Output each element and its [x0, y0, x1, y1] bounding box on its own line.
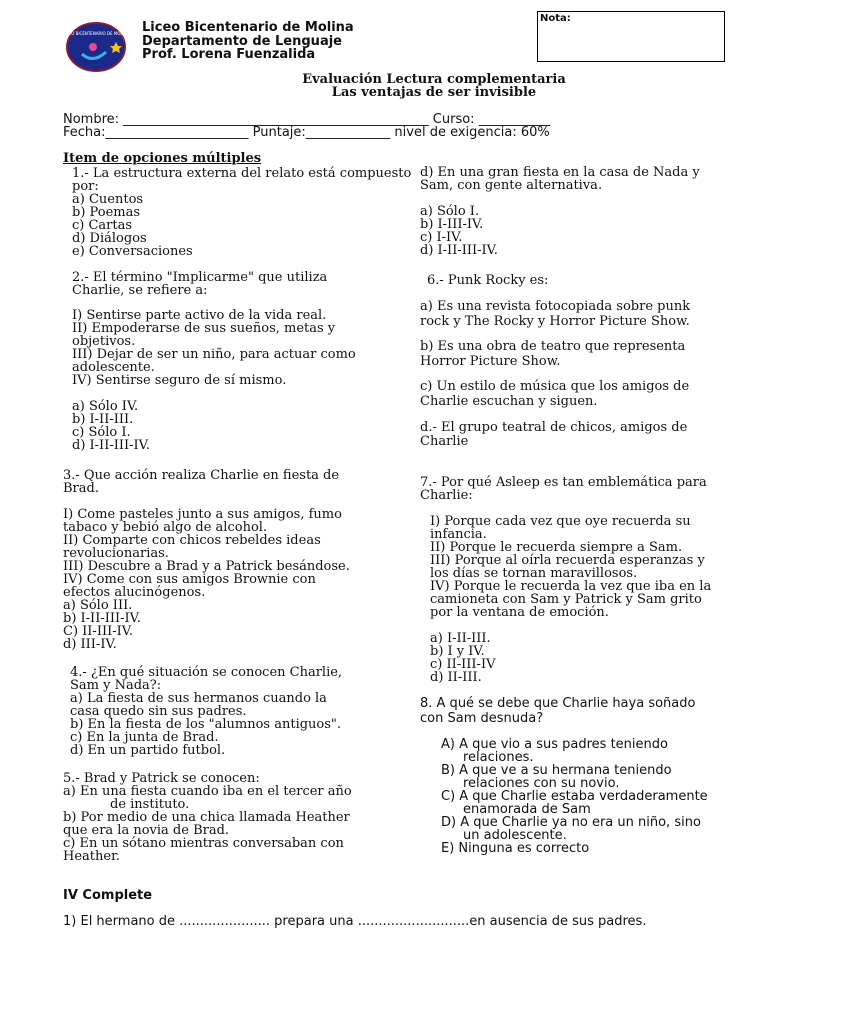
q4-line: 4.- ¿En qué situación se conocen Charlie,: [70, 665, 343, 680]
q1-line: por:: [72, 179, 99, 194]
q2-statement: I) Sentirse parte activo de la vida real.: [72, 308, 327, 323]
q7-statement: por la ventana de emoción.: [430, 605, 609, 620]
q8-option: E) Ninguna es correcto: [441, 841, 590, 856]
q6-option: rock y The Rocky y Horror Picture Show.: [420, 314, 690, 329]
q7-option: a) I-II-III.: [430, 631, 491, 646]
q6-option: d.- El grupo teatral de chicos, amigos de: [420, 420, 688, 435]
q7-statement: infancia.: [430, 527, 487, 542]
q4-option: b) En la fiesta de los "alumnos antiguos".: [70, 717, 342, 732]
q8-option: un adolescente.: [463, 828, 567, 843]
q2-statement: II) Empoderarse de sus sueños, metas y: [72, 321, 336, 336]
q8-option: relaciones.: [463, 750, 534, 765]
q2-option: a) Sólo IV.: [72, 399, 139, 414]
q-cont-option: c) I-IV.: [420, 230, 463, 245]
q5-option: b) Por medio de una chica llamada Heather: [63, 810, 350, 825]
q1-line: 1.- La estructura externa del relato está compuesto: [72, 166, 412, 181]
q-cont-option: b) I-III-IV.: [420, 217, 484, 232]
q7-option: d) II-III.: [430, 670, 482, 685]
department-name: Departamento de Lenguaje: [142, 34, 342, 49]
q8-option: D) A que Charlie ya no era un niño, sino: [441, 815, 701, 830]
q6-option: a) Es una revista fotocopiada sobre punk: [420, 299, 691, 314]
q7-statement: camioneta con Sam y Patrick y Sam grito: [430, 592, 702, 607]
q3-statement: efectos alucinógenos.: [63, 585, 206, 600]
q7-line: Charlie:: [420, 488, 473, 503]
q5-line: 5.- Brad y Patrick se conocen:: [63, 771, 260, 786]
q8-line: 8. A qué se debe que Charlie haya soñado: [420, 696, 696, 711]
q6-option: Horror Picture Show.: [420, 354, 561, 369]
exam-title: Evaluación Lectura complementaria: [302, 72, 566, 87]
q2-option: c) Sólo I.: [72, 425, 131, 440]
q7-statement: los días se tornan maravillosos.: [430, 566, 638, 581]
q1-option: d) Diálogos: [72, 231, 147, 246]
q1-option: b) Poemas: [72, 205, 141, 220]
name-field[interactable]: Nombre: _______________________________________________ Curso: ___________: [63, 112, 551, 127]
teacher-name: Prof. Lorena Fuenzalida: [142, 47, 316, 62]
q5-option: a) En una fiesta cuando iba en el tercer año: [63, 784, 352, 799]
school-name: Liceo Bicentenario de Molina: [142, 20, 354, 35]
q3-line: 3.- Que acción realiza Charlie en fiesta de: [63, 468, 340, 483]
grade-box: [537, 11, 725, 62]
q2-line: 2.- El término "Implicarme" que utiliza: [72, 270, 328, 285]
date-field[interactable]: Fecha:______________________ Puntaje:_____________ nivel de exigencia: 60%: [63, 125, 550, 140]
q3-option: b) I-II-III-IV.: [63, 611, 141, 626]
q2-statement: IV) Sentirse seguro de sí mismo.: [72, 373, 287, 388]
q3-statement: tabaco y bebió algo de alcohol.: [63, 520, 268, 535]
q7-statement: IV) Porque le recuerda la vez que iba en la: [430, 579, 712, 594]
q2-line: Charlie, se refiere a:: [72, 283, 208, 298]
q-cont-line: d) En una gran fiesta en la casa de Nada y: [420, 165, 700, 180]
q8-option: relaciones con su novio.: [463, 776, 620, 791]
q5-option: que era la novia de Brad.: [63, 823, 230, 838]
q3-statement: revolucionarias.: [63, 546, 169, 561]
q7-statement: I) Porque cada vez que oye recuerda su: [430, 514, 691, 529]
q4-option: casa quedo sin sus padres.: [70, 704, 247, 719]
q8-line: con Sam desnuda?: [420, 711, 544, 726]
q1-option: c) Cartas: [72, 218, 133, 233]
q2-statement: adolescente.: [72, 360, 155, 375]
q4-option: d) En un partido futbol.: [70, 743, 226, 758]
q7-statement: III) Porque al oírla recuerda esperanzas y: [430, 553, 705, 568]
exam-subtitle: Las ventajas de ser invisible: [331, 85, 537, 100]
q3-statement: IV) Come con sus amigos Brownie con: [63, 572, 316, 587]
complete-item-1: 1) El hermano de ...................... prepara una ...........................en ausencia de sus padres.: [63, 914, 647, 929]
grade-label: Nota:: [540, 13, 571, 24]
q6-option: b) Es una obra de teatro que representa: [420, 339, 686, 354]
q2-statement: III) Dejar de ser un niño, para actuar como: [72, 347, 356, 362]
q6-option: c) Un estilo de música que los amigos de: [420, 379, 690, 394]
q3-line: Brad.: [63, 481, 99, 496]
section-complete: IV Complete: [63, 888, 153, 903]
q4-line: Sam y Nada?:: [70, 678, 162, 693]
q7-line: 7.- Por qué Asleep es tan emblemática para: [420, 475, 707, 490]
q5-option: Heather.: [63, 849, 120, 864]
q-cont-line: Sam, con gente alternativa.: [420, 178, 603, 193]
q8-option: C) A que Charlie estaba verdaderamente: [441, 789, 708, 804]
q2-option: d) I-II-III-IV.: [72, 438, 150, 453]
school-logo: [62, 22, 130, 72]
q6-option: Charlie: [420, 434, 469, 449]
q2-option: b) I-II-III.: [72, 412, 134, 427]
q6-option: Charlie escuchan y siguen.: [420, 394, 598, 409]
q-cont-option: a) Sólo I.: [420, 204, 480, 219]
q8-option: enamorada de Sam: [463, 802, 591, 817]
q6-line: 6.- Punk Rocky es:: [427, 273, 549, 288]
q5-option: c) En un sótano mientras conversaban con: [63, 836, 344, 851]
q8-option: A) A que vio a sus padres teniendo: [441, 737, 668, 752]
q4-option: a) La fiesta de sus hermanos cuando la: [70, 691, 327, 706]
q2-statement: objetivos.: [72, 334, 136, 349]
q-cont-option: d) I-II-III-IV.: [420, 243, 498, 258]
q7-statement: II) Porque le recuerda siempre a Sam.: [430, 540, 683, 555]
q7-option: c) II-III-IV: [430, 657, 496, 672]
q7-option: b) I y IV.: [430, 644, 485, 659]
q3-option: C) II-III-IV.: [63, 624, 133, 639]
q1-option: e) Conversaciones: [72, 244, 193, 259]
q3-option: a) Sólo III.: [63, 598, 133, 613]
q3-option: d) III-IV.: [63, 637, 117, 652]
q4-option: c) En la junta de Brad.: [70, 730, 219, 745]
q3-statement: II) Comparte con chicos rebeldes ideas: [63, 533, 321, 548]
q3-statement: III) Descubre a Brad y a Patrick besándose.: [63, 559, 350, 574]
q8-option: B) A que ve a su hermana teniendo: [441, 763, 672, 778]
q3-statement: I) Come pasteles junto a sus amigos, fumo: [63, 507, 342, 522]
section-multiple-choice: Item de opciones múltiples: [63, 151, 262, 166]
q5-option: de instituto.: [110, 797, 190, 812]
q1-option: a) Cuentos: [72, 192, 144, 207]
logo-text: LICEO BICENTENARIO DE MOLINA: [62, 31, 130, 36]
